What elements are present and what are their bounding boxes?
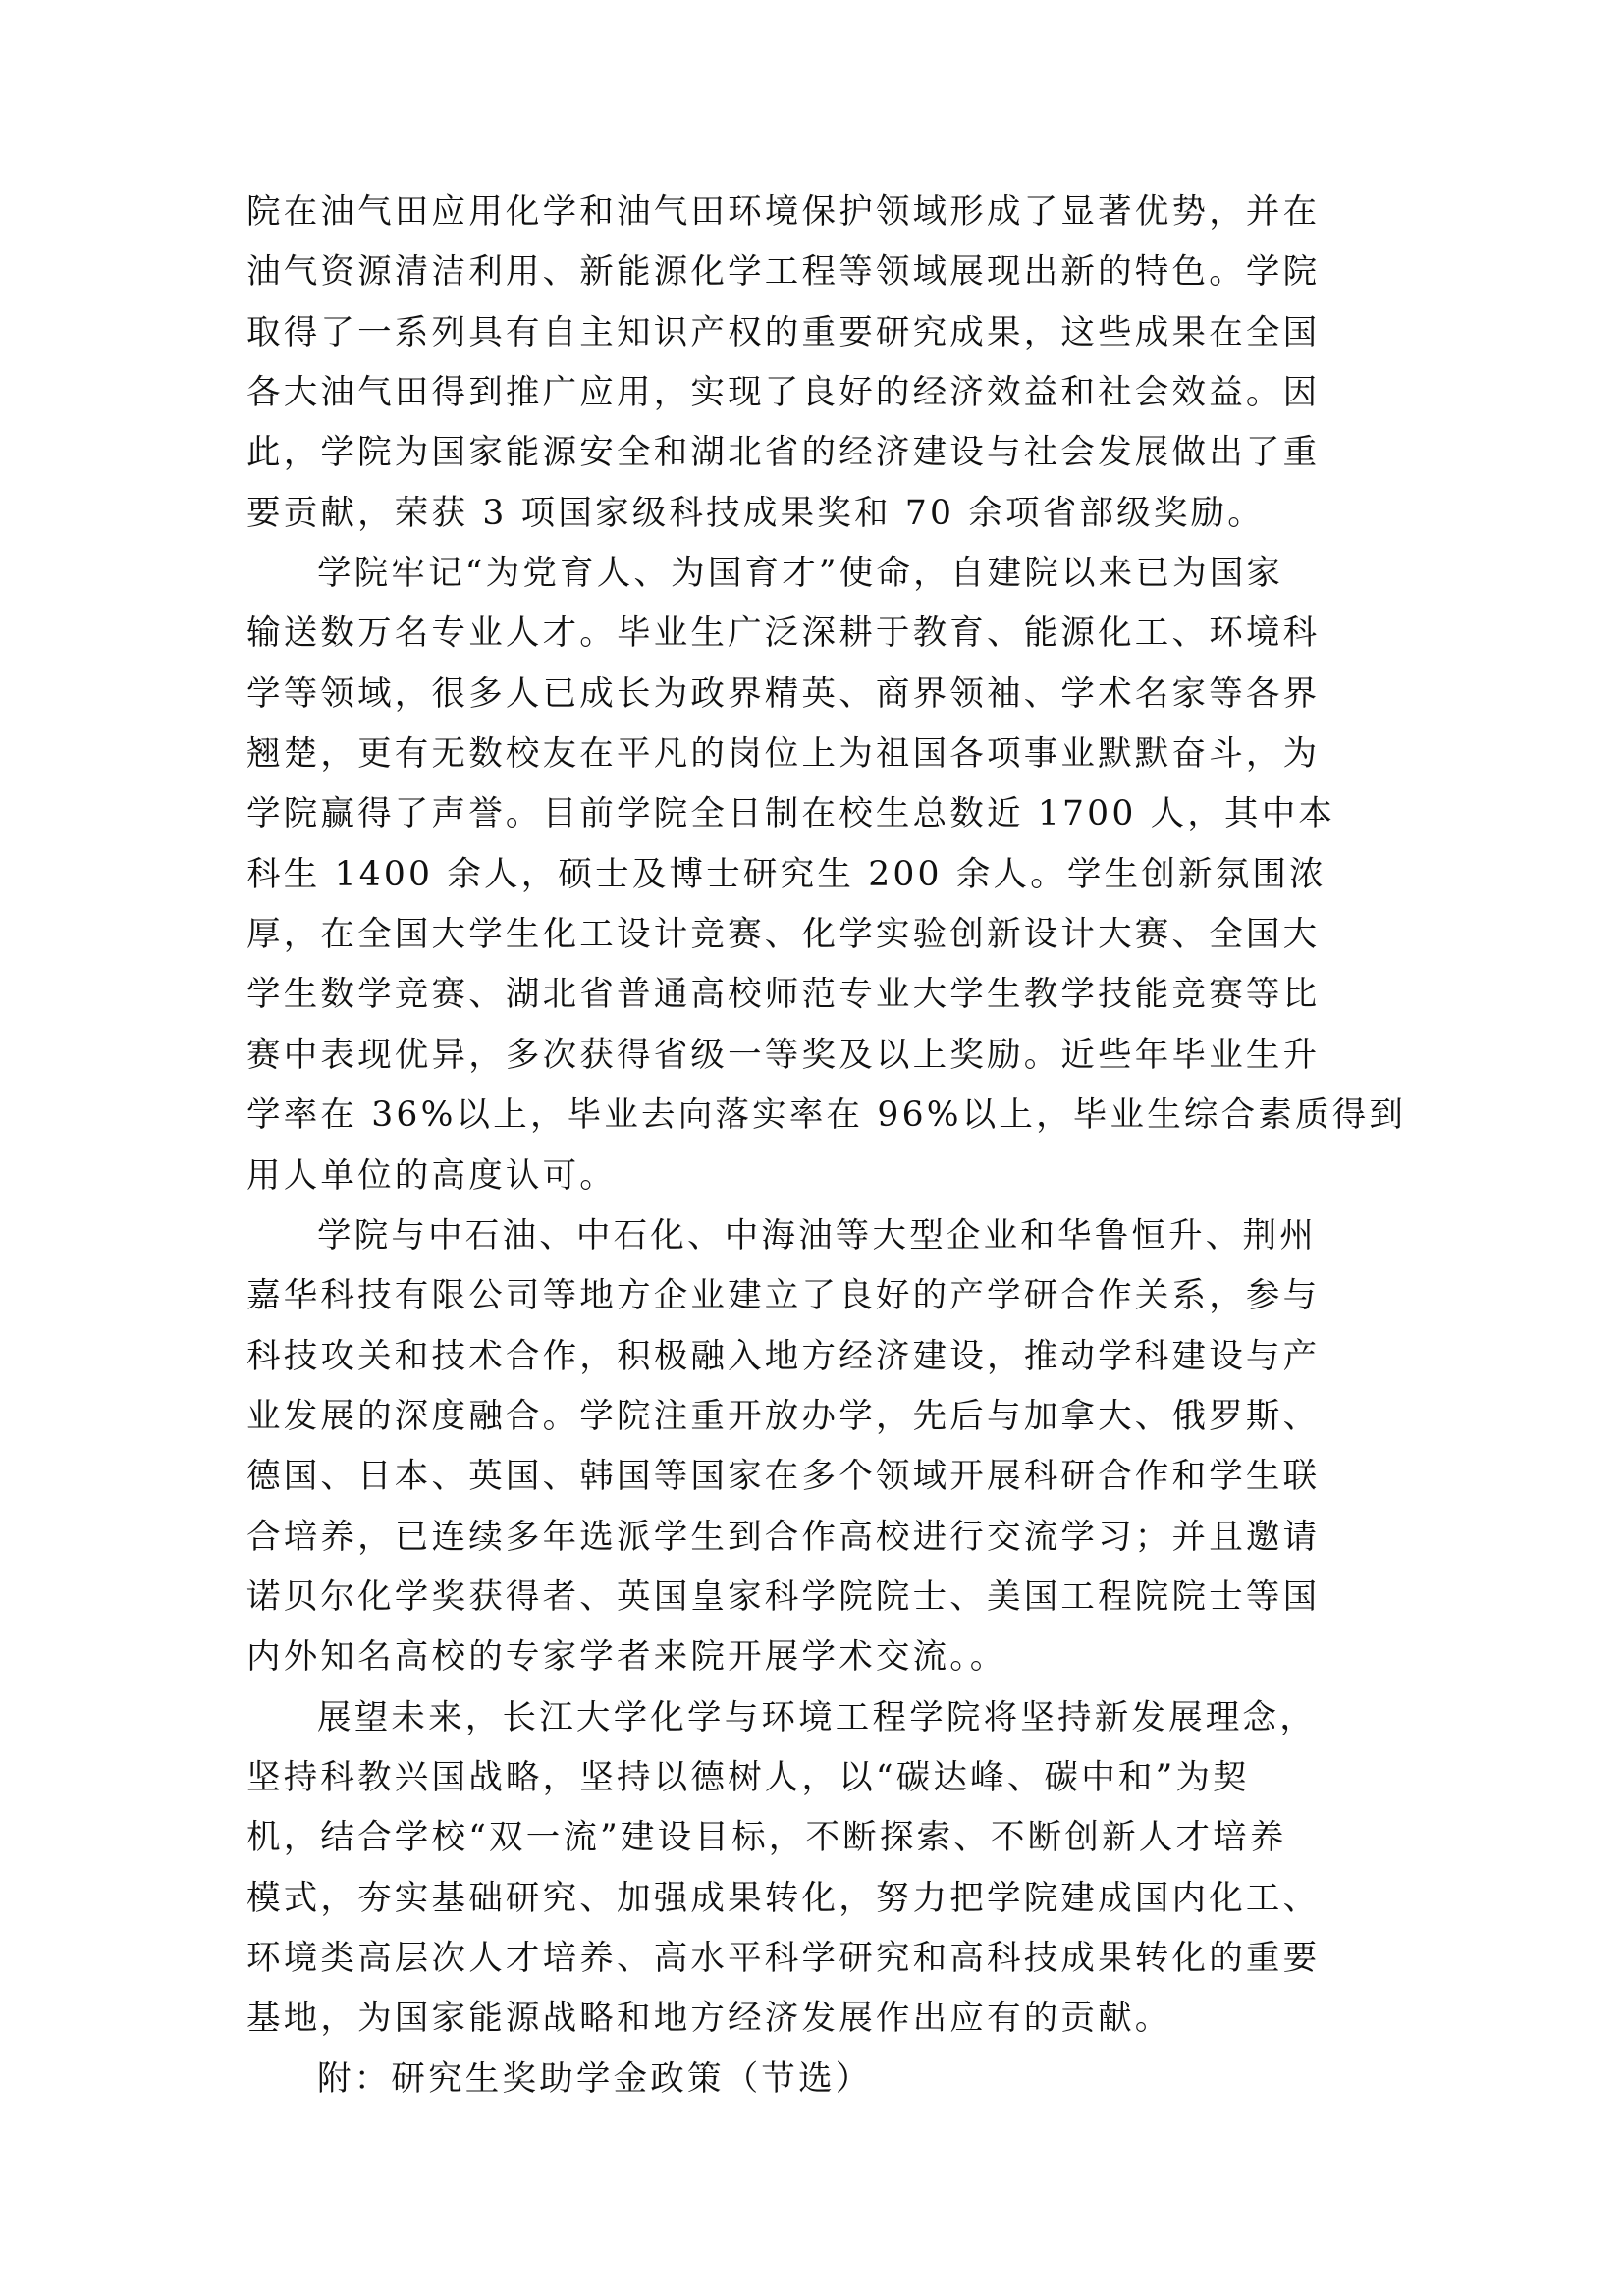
text-line: 学等领域，很多人已成长为政界精英、商界领袖、学术名家等各界	[246, 673, 1321, 714]
text-line: 机，结合学校“双一流”建设目标，不断探索、不断创新人才培养	[246, 1818, 1287, 1858]
text-line: 展望未来，长江大学化学与环境工程学院将坚持新发展理念，	[317, 1697, 1317, 1737]
attachment-note-line: 附：研究生奖助学金政策（节选）	[317, 2058, 873, 2099]
text-line: 坚持科教兴国战略，坚持以德树人，以“碳达峰、碳中和”为契	[246, 1757, 1250, 1797]
text-line: 取得了一系列具有自主知识产权的重要研究成果，这些成果在全国	[246, 312, 1321, 352]
text-line: 模式，夯实基础研究、加强成果转化，努力把学院建成国内化工、	[246, 1878, 1321, 1918]
paragraph-cooperation	[246, 1206, 1395, 1688]
paragraph-attachment-note	[246, 2050, 1395, 2109]
text-line: 输送数万名专业人才。毕业生广泛深耕于教育、能源化工、环境科	[246, 614, 1321, 654]
text-line: 用人单位的高度认可。	[246, 1155, 617, 1196]
text-line: 院在油气田应用化学和油气田环境保护领域形成了显著优势，并在	[246, 192, 1321, 232]
text-line: 科技攻关和技术合作，积极融入地方经济建设，推动学科建设与产	[246, 1336, 1321, 1376]
text-line: 此，学院为国家能源安全和湖北省的经济建设与社会发展做出了重	[246, 433, 1321, 473]
text-line: 基地，为国家能源战略和地方经济发展作出应有的贡献。	[246, 1999, 1172, 2039]
text-line: 赛中表现优异，多次获得省级一等奖及以上奖励。近些年毕业生升	[246, 1035, 1321, 1075]
text-line: 学院牢记“为党育人、为国育才”使命，自建院以来已为国家	[317, 554, 1284, 594]
text-line: 嘉华科技有限公司等地方企业建立了良好的产学研合作关系，参与	[246, 1276, 1321, 1316]
text-line: 厚，在全国大学生化工设计竞赛、化学实验创新设计大赛、全国大	[246, 915, 1321, 955]
text-line: 学院与中石油、中石化、中海油等大型企业和华鲁恒升、荆州	[317, 1215, 1317, 1255]
text-line: 内外知名高校的专家学者来院开展学术交流。。	[246, 1637, 1007, 1678]
text-line: 各大油气田得到推广应用，实现了良好的经济效益和社会效益。因	[246, 373, 1321, 413]
text-line: 德国、日本、英国、韩国等国家在多个领域开展科研合作和学生联	[246, 1457, 1321, 1497]
document-body	[246, 183, 1407, 2109]
paragraph-outlook	[246, 1688, 1395, 2050]
text-line: 翘楚，更有无数校友在平凡的岗位上为祖国各项事业默默奋斗，为	[246, 734, 1321, 774]
text-line: 诺贝尔化学奖获得者、英国皇家科学院院士、美国工程院院士等国	[246, 1576, 1321, 1617]
text-line: 业发展的深度融合。学院注重开放办学，先后与加拿大、俄罗斯、	[246, 1396, 1321, 1436]
text-line: 学生数学竞赛、湖北省普通高校师范专业大学生教学技能竞赛等比	[246, 975, 1321, 1015]
text-line: 环境类高层次人才培养、高水平科学研究和高科技成果转化的重要	[246, 1938, 1321, 1978]
text-line: 油气资源清洁利用、新能源化学工程等领域展现出新的特色。学院	[246, 252, 1321, 293]
text-line: 要贡献，荣获 3 项国家级科技成果奖和 70 余项省部级奖励。	[246, 493, 1265, 533]
text-line: 合培养，已连续多年选派学生到合作高校进行交流学习；并且邀请	[246, 1517, 1321, 1557]
text-line: 学院赢得了声誉。目前学院全日制在校生总数近 1700 人，其中本	[246, 794, 1336, 834]
paragraph-talent-cultivation	[246, 544, 1407, 1206]
text-line: 科生 1400 余人，硕士及博士研究生 200 余人。学生创新氛围浓	[246, 854, 1326, 894]
text-line: 学率在 36%以上，毕业去向落实率在 96%以上，毕业生综合素质得到	[246, 1095, 1407, 1136]
paragraph-research-achievements	[246, 183, 1395, 544]
